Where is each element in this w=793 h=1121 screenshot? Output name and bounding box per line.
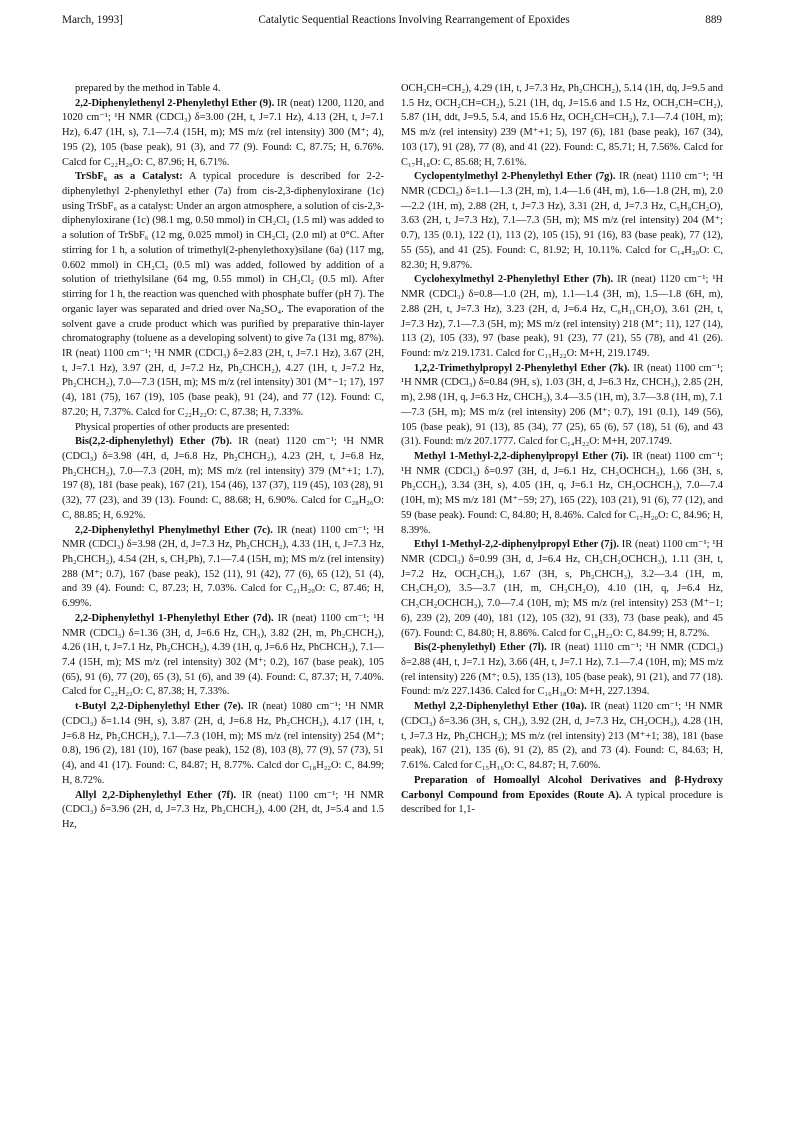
section-heading: 1,2,2-Trimethylpropyl 2-Phenylethyl Ether (7k). (414, 362, 630, 374)
paragraph-text: IR (neat) 1100 cm⁻¹; ¹H NMR (CDCl₃) δ=0.99 (3H, d, J=6.4 Hz, CH₃CH₂OCHCH₃), 1.11 (3H, t, J=7.2 Hz, OCH₂CH₃), 1.67 (3H, s, Ph₂CHCH₃), 3.2—3.4 (1H, m, CH₃CH₂O), 3.5—3.7 (1H, m, CH₃CH₂O), 4.10 (1H, q, J=6.4 Hz, CH₃CH₂OCHCH₃), 7.0—7.4 (10H, m); MS m/z (rel intensity) 253 (M⁺−1; 6), 239 (2), 209 (40), 181 (12), 105 (32), 91 (33), 73 (base peak), and 45 (67). Found: C, 84.80; H, 8.86%. Calcd for C₁₈H₂₂O: C, 84.99; H, 8.72%. (401, 539, 723, 639)
paragraph (401, 700, 723, 774)
paragraph (401, 273, 723, 361)
paragraph-text: IR (neat) 1110 cm⁻¹; ¹H NMR (CDCl₃) δ=1.1—1.3 (2H, m), 1.4—1.6 (4H, m), 1.6—1.8 (2H, m), 2.0—2.2 (1H, m), 2.88 (2H, t, J=7.3 Hz), 3.31 (2H, d, J=7.3 Hz, C₅H₉CH₂O), 3.63 (2H, t, J=7.3 Hz), 7.1—7.3 (5H, m); MS m/z (rel intensity) 204 (M⁺; 0.7), 135 (0.1), 122 (1), 113 (2), 105 (15), 91 (16), 83 (base peak), 77 (12), 55 (55), and 41 (25). Found: C, 81.92; H, 10.11%. Calcd for C₁₄H₂₀O: C, 82.30; H, 9.87%. (401, 171, 723, 271)
paragraph (401, 774, 723, 818)
section-heading: Preparation of Homoallyl Alcohol Derivatives and β-Hydroxy Carbonyl Compound from Epoxides (Route A). (401, 774, 723, 801)
paragraph-text: IR (neat) 1100 cm⁻¹; ¹H NMR (CDCl₃) δ=3.96 (2H, d, J=7.3 Hz, Ph₂CHCH₂), 4.00 (2H, dt, J=5.4 and 1.5 Hz, (62, 789, 384, 830)
section-heading: 2,2-Diphenylethenyl 2-Phenylethyl Ether (9). (75, 97, 275, 109)
section-heading: Allyl 2,2-Diphenylethyl Ether (7f). (75, 789, 237, 801)
paragraph (62, 421, 384, 436)
paragraph (401, 538, 723, 641)
paragraph-text: A typical procedure is described for 2-2-diphenylethyl 2-phenylethyl ether (7a) from cis-2,3-diphenyloxirane (1c) using TrSbF₆ as a catalyst: Under an argon atmosphere, a solution of cis-2,3-diphenyloxirane (1c) (98.1 mg, 0.50 mmol) in CH₂Cl₂ (1.5 ml) was added to a solution of TrSbF₆ (12 mg, 0.025 mmol) in CH₂Cl₂ (2.0 ml) at 0°C. After stirring for 1 h, a solution of trimethyl(2-phenylethoxy)silane (6a) (117 mg, 0.602 mmol) in CH₂Cl₂ (0.5 ml) was added, followed by addition of a solution of triethylsilane (64 mg, 0.55 mmol) in CH₂Cl₂ (0.5 ml). After stirring for 1 h, the reaction was quenched with phosphate buffer (pH 7). The organic layer was separated and dried over Na₂SO₄. The evaporation of the solvent gave a crude product which was purified by preparative thin-layer chromatography (toluene as a developing solvent) to give 7a (131 mg, 87%). IR (neat) 1100 cm⁻¹; ¹H NMR (CDCl₃) δ=2.83 (2H, t, J=7.1 Hz), 3.67 (2H, t, J=7.1 Hz), 3.97 (2H, d, J=7.2 Hz, Ph₂CHCH₂), 4.27 (1H, t, J=7.2 Hz, Ph₂CHCH₂), 7.0—7.3 (15H, m); MS m/z (rel intensity) 301 (M⁺−1; 17), 197 (4), 181 (75), 167 (19), 105 (base peak), 91 (24), and 77 (12). Found: C, 87.20; H, 7.37%. Calcd for C₂₂H₂₂O: C, 87.38; H, 7.33%. (62, 171, 384, 418)
paragraph-text: IR (neat) 1100 cm⁻¹; ¹H NMR (CDCl₃) δ=3.98 (2H, d, J=7.3 Hz, Ph₂CHCH₂), 4.33 (1H, t, J=7.3 Hz, Ph₂CHCH₂), 4.54 (2H, s, CH₂Ph), 7.1—7.4 (15H, m); MS m/z (rel intensity) 288 (M⁺; 0.7), 167 (base peak), 152 (11), 91 (42), 77 (6), 65 (12), 51 (4), and 39 (4). Found: C, 87.23; H, 7.03%. Calcd for C₂₁H₂₀O: C, 87.46; H, 6.99%. (62, 524, 384, 610)
section-heading: Methyl 2,2-Diphenylethyl Ether (10a). (414, 701, 587, 713)
paragraph (401, 170, 723, 273)
paragraph (401, 82, 723, 170)
section-heading: TrSbF₆ as a Catalyst: (75, 171, 183, 183)
paragraph-text: Physical properties of other products are presented: (75, 421, 290, 433)
paragraph-text: IR (neat) 1100 cm⁻¹; ¹H NMR (CDCl₃) δ=0.97 (3H, d, J=6.1 Hz, CH₃OCHCH₃), 1.66 (3H, s, Ph₂CCH₃), 3.34 (3H, s), 4.05 (1H, q, J=6.1 Hz, CH₃OCHCH₃), 7.0—7.4 (10H, m); MS m/z 181 (M⁺−59; 27), 165 (22), 103 (21), 91 (6), 77 (12), and 59 (base peak). Found: C, 84.80; H, 8.46%. Calcd for C₁₇H₂₀O: C, 84.96; H, 8.39%. (401, 450, 723, 536)
section-heading: 2,2-Diphenylethyl 1-Phenylethyl Ether (7d). (75, 612, 274, 624)
section-heading: Bis(2,2-diphenylethyl) Ether (7b). (75, 436, 232, 448)
paragraph (401, 362, 723, 450)
paragraph-text: IR (neat) 1100 cm⁻¹; ¹H NMR (CDCl₃) δ=0.84 (9H, s), 1.03 (3H, d, J=6.3 Hz, CHCH₃), 2.85 (2H, m), 2.98 (1H, q, J=6.3 Hz, CHCH₃), 3.4—3.5 (1H, m), 3.7—3.8 (1H, m), 7.1—7.3 (5H, m); MS m/z (rel intensity) 206 (M⁺; 0.7), 191 (0.1), 149 (56), 105 (base peak), 91 (13), 85 (34), 77 (25), 65 (6), 57 (18), 51 (6), and 43 (31). Found: m/z 207.1777. Calcd for C₁₄H₂₂O: M+H, 207.1749. (401, 362, 723, 448)
paragraph-text: prepared by the method in Table 4. (75, 83, 221, 94)
section-heading: Cyclohexylmethyl 2-Phenylethyl Ether (7h). (414, 274, 614, 286)
paragraph-text: IR (neat) 1100 cm⁻¹; ¹H NMR (CDCl₃) δ=1.36 (3H, d, J=6.6 Hz, CH₃), 3.82 (2H, m, Ph₂CHCH₂), 4.26 (1H, t, J=7.1 Hz, Ph₂CHCH₂), 4.39 (1H, q, J=6.6 Hz, PhCHCH₃), 7.1—7.4 (15H, m); MS m/z (rel intensity) 302 (M⁺; 0.2), 167 (base peak), 105 (65), 91 (6), 77 (20), 65 (3), 51 (6), and 39 (4). Found: C, 87.37; H, 7.40%. Calcd for C₂₂H₂₂O: C, 87.38; H, 7.33%. (62, 612, 384, 698)
paragraph-text: OCH₂CH=CH₂), 4.29 (1H, t, J=7.3 Hz, Ph₂CHCH₂), 5.14 (1H, dq, J=9.5 and 1.5 Hz, OCH₂CH=CH₂), 5.21 (1H, dq, J=15.6 and 1.5 Hz, OCH₂CH=CH₂), 5.87 (1H, ddt, J=9.5, 5.4, and 15.6 Hz, OCH₂CH=CH₂), 7.1—7.4 (10H, m); MS m/z (rel intensity) 239 (M⁺+1; 5), 197 (6), 181 (base peak), 167 (34), 103 (17), 91 (28), 77 (8), and 41 (22). Found: C, 85.71; H, 7.56%. Calcd for C₁₇H₁₈O: C, 85.68; H, 7.61%. (401, 83, 723, 168)
paragraph (62, 170, 384, 420)
paragraph (62, 700, 384, 788)
paragraph (62, 82, 384, 97)
paragraph-text: IR (neat) 1120 cm⁻¹; ¹H NMR (CDCl₃) δ=0.8—1.0 (2H, m), 1.1—1.4 (3H, m), 1.5—1.8 (6H, m), 2.88 (2H, t, J=7.3 Hz), 3.23 (2H, d, J=6.4 Hz, C₆H₁₁CH₂O), 3.61 (2H, t, J=7.3 Hz), 7.1—7.3 (5H, m); MS m/z (rel intensity) 218 (M⁺; 11), 127 (14), 113 (2), 105 (33), 97 (base peak), 91 (23), 77 (21), 55 (78), and 41 (26). Found: m/z 219.1731. Calcd for C₁₅H₂₂O: M+H, 219.1749. (401, 274, 723, 359)
paragraph-text: A typical procedure is described for 1,1- (401, 789, 723, 816)
running-header (62, 14, 722, 30)
paragraph-text: IR (neat) 1080 cm⁻¹; ¹H NMR (CDCl₃) δ=1.14 (9H, s), 3.87 (2H, d, J=6.8 Hz, Ph₂CHCH₂), 4.17 (1H, t, J=6.8 Hz, Ph₂CHCH₂), 7.1—7.3 (10H, m); MS m/z (rel intensity) 254 (M⁺; 0.8), 196 (2), 181 (10), 167 (base peak), 152 (8), 103 (8), 77 (9), 57 (73), 51 (4), and 41 (17). Found: C, 84.87; H, 8.77%. Calcd dor C₁₈H₂₂O: C, 84.99; H, 8.72%. (62, 701, 384, 786)
paragraph (62, 435, 384, 523)
paragraph (401, 450, 723, 538)
paragraph (62, 524, 384, 612)
paragraph (62, 97, 384, 171)
paragraph (401, 641, 723, 700)
paragraph (62, 612, 384, 700)
section-heading: Methyl 1-Methyl-2,2-diphenylpropyl Ether (7i). (414, 450, 629, 462)
paragraph-text: IR (neat) 1110 cm⁻¹; ¹H NMR (CDCl₃) δ=2.88 (4H, t, J=7.1 Hz), 3.66 (4H, t, J=7.1 Hz), 7.1—7.4 (10H, m); MS m/z (rel intensity) 226 (M⁺; 0.5), 135 (13), 105 (base peak), 91 (21), and 77 (18). Found: m/z 227.1436. Calcd for C₁₆H₁₈O: M+H, 227.1394. (401, 642, 724, 698)
header-date: March, 1993] (62, 14, 123, 26)
header-title: Catalytic Sequential Reactions Involving Rearrangement of Epoxides (258, 14, 570, 26)
section-heading: Ethyl 1-Methyl-2,2-diphenylpropyl Ether (7j). (414, 539, 620, 551)
section-heading: 2,2-Diphenylethyl Phenylmethyl Ether (7c). (75, 524, 273, 536)
paragraph-text: IR (neat) 1200, 1120, and 1020 cm⁻¹; ¹H NMR (CDCl₃) δ=3.00 (2H, t, J=7.1 Hz), 4.13 (2H, t, J=7.1 Hz), 6.47 (1H, s), 7.1—7.4 (15H, m); MS m/z (rel intensity) 300 (M⁺; 4), 195 (2), 105 (base peak), 91 (3), and 77 (9). Found: C, 87.75; H, 6.76%. Calcd for C₂₂H₂₀O: C, 87.96; H, 6.71%. (62, 97, 384, 168)
section-heading: t-Butyl 2,2-Diphenylethyl Ether (7e). (75, 701, 244, 713)
section-heading: Cyclopentylmethyl 2-Phenylethyl Ether (7g). (414, 171, 616, 183)
section-heading: Bis(2-phenylethyl) Ether (7l). (414, 642, 547, 654)
page-number: 889 (705, 14, 722, 26)
paragraph-text: IR (neat) 1120 cm⁻¹; ¹H NMR (CDCl₃) δ=3.98 (4H, d, J=6.8 Hz, Ph₂CHCH₂), 4.23 (2H, t, J=6.8 Hz, Ph₂CHCH₂), 7.0—7.3 (20H, m); MS m/z (rel intensity) 379 (M⁺+1; 1.7), 197 (8), 181 (base peak), 167 (21), 154 (46), 137 (37), 119 (45), 103 (28), 91 (32), 77 (23), and 39 (13). Found: C, 88.68; H, 6.90%. Calcd for C₂₈H₂₆O: C, 88.85; H, 6.92%. (62, 436, 384, 521)
paragraph (62, 789, 384, 833)
paragraph-text: IR (neat) 1120 cm⁻¹; ¹H NMR (CDCl₃) δ=3.36 (3H, s, CH₃), 3.92 (2H, d, J=7.3 Hz, CH₂OCH₃), 4.28 (1H, t, J=7.3 Hz, Ph₂CHCH₂); MS m/z (rel intensity) 213 (M⁺+1; 38), 181 (base peak), 167 (21), 135 (6), 91 (2), 85 (2), and 73 (4). Found: C, 84.63; H, 7.61%. Calcd for C₁₅H₁₆O: C, 84.87; H, 7.60%. (401, 701, 723, 772)
left-column (62, 82, 384, 833)
right-column (401, 82, 723, 818)
